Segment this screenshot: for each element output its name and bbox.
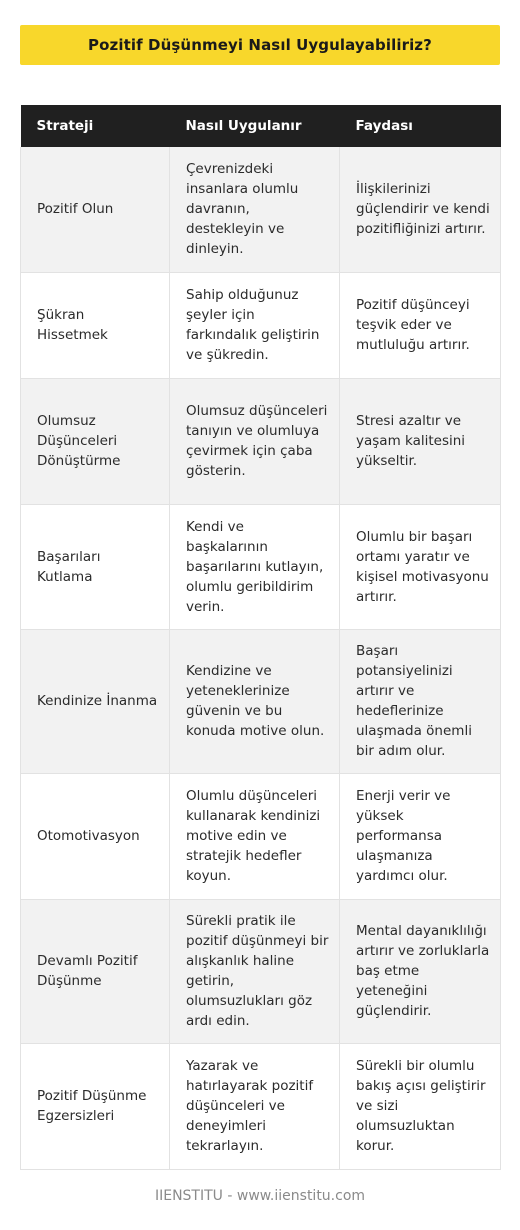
header-strategy: Strateji xyxy=(21,105,170,147)
benefit-cell: Başarı potansiyelinizi artırır ve hedeflerinize ulaşmada önemli bir adım olur. xyxy=(340,629,501,773)
strategy-cell: Şükran Hissetmek xyxy=(21,272,170,378)
header-benefit: Faydası xyxy=(340,105,501,147)
table-row xyxy=(21,378,501,504)
how-cell: Sahip olduğunuz şeyler için farkındalık geliştirin ve şükredin. xyxy=(170,272,340,378)
strategy-cell: Otomotivasyon xyxy=(21,773,170,899)
how-cell: Çevrenizdeki insanlara olumlu davranın, destekleyin ve dinleyin. xyxy=(170,147,340,272)
benefit-cell: Olumlu bir başarı ortamı yaratır ve kişisel motivasyonu artırır. xyxy=(340,504,501,629)
benefit-cell: İlişkilerinizi güçlendirir ve kendi pozitifliğinizi artırır. xyxy=(340,147,501,272)
table-row xyxy=(21,1043,501,1169)
benefit-cell: Pozitif düşünceyi teşvik eder ve mutluluğu artırır. xyxy=(340,272,501,378)
header-how: Nasıl Uygulanır xyxy=(170,105,340,147)
strategy-cell: Başarıları Kutlama xyxy=(21,504,170,629)
how-cell: Sürekli pratik ile pozitif düşünmeyi bir alışkanlık haline getirin, olumsuzlukları göz ardı edin. xyxy=(170,899,340,1043)
how-cell: Olumlu düşünceleri kullanarak kendinizi motive edin ve stratejik hedefler koyun. xyxy=(170,773,340,899)
table-row xyxy=(21,773,501,899)
table-row xyxy=(21,147,501,272)
table-row xyxy=(21,629,501,773)
strategy-cell: Olumsuz Düşünceleri Dönüştürme xyxy=(21,378,170,504)
benefit-cell: Enerji verir ve yüksek performansa ulaşmanıza yardımcı olur. xyxy=(340,773,501,899)
how-cell: Yazarak ve hatırlayarak pozitif düşünceleri ve deneyimleri tekrarlayın. xyxy=(170,1043,340,1169)
how-cell: Kendizine ve yeteneklerinize güvenin ve bu konuda motive olun. xyxy=(170,629,340,773)
strategy-cell: Kendinize İnanma xyxy=(21,629,170,773)
table-row xyxy=(21,899,501,1043)
benefit-cell: Stresi azaltır ve yaşam kalitesini yükseltir. xyxy=(340,378,501,504)
strategy-cell: Pozitif Olun xyxy=(21,147,170,272)
page-title: Pozitif Düşünmeyi Nasıl Uygulayabiliriz? xyxy=(88,36,432,54)
how-cell: Olumsuz düşünceleri tanıyın ve olumluya çevirmek için çaba gösterin. xyxy=(170,378,340,504)
benefit-cell: Mental dayanıklılığı artırır ve zorluklarla baş etme yeteneğini güçlendirir. xyxy=(340,899,501,1043)
strategy-table xyxy=(20,105,501,1170)
strategy-cell: Devamlı Pozitif Düşünme xyxy=(21,899,170,1043)
table-row xyxy=(21,504,501,629)
table-header-row xyxy=(21,105,501,147)
how-cell: Kendi ve başkalarının başarılarını kutlayın, olumlu geribildirim verin. xyxy=(170,504,340,629)
footer-credit: IIENSTITU - www.iienstitu.com xyxy=(154,1188,366,1204)
title-banner xyxy=(20,25,500,65)
strategy-cell: Pozitif Düşünme Egzersizleri xyxy=(21,1043,170,1169)
benefit-cell: Sürekli bir olumlu bakış açısı geliştirir ve sizi olumsuzluktan korur. xyxy=(340,1043,501,1169)
table-row xyxy=(21,272,501,378)
